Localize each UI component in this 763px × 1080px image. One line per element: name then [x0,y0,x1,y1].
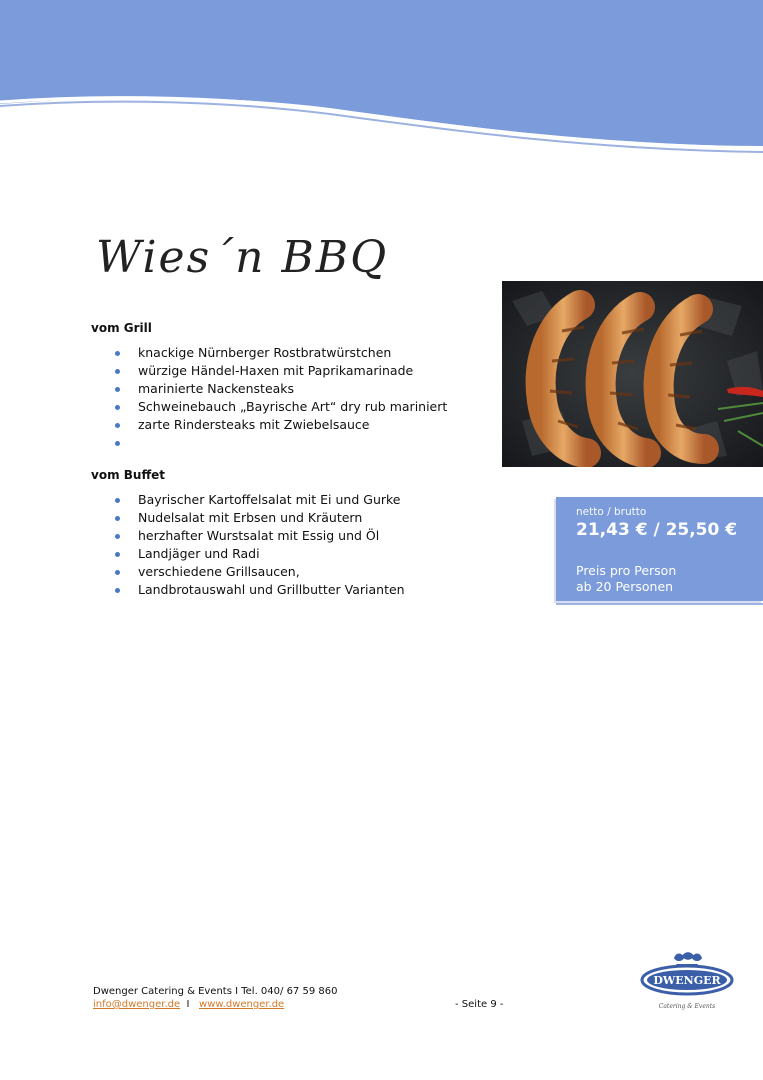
list-item: Landjäger und Radi [112,545,405,563]
bullet-icon [115,405,120,410]
price-minimum-guests: ab 20 Personen [576,579,674,594]
email-link[interactable]: info@dwenger.de [93,999,181,1010]
footer-company: Dwenger Catering & Events I Tel. 040/ 67 59 860 [93,986,338,997]
price-label: netto / brutto [576,506,647,518]
list-item [112,434,447,452]
list-item: Landbrotauswahl und Grillbutter Varianten [112,581,405,599]
section-heading-grill: vom Grill [91,321,152,335]
list-item: zarte Rindersteaks mit Zwiebelsauce [112,416,447,434]
bullet-icon [115,516,120,521]
list-item: knackige Nürnberger Rostbratwürstchen [112,344,447,362]
bullet-icon [115,351,120,356]
page-number: - Seite 9 - [455,999,504,1010]
price-box-underline [556,603,763,605]
price-per-person: Preis pro Person [576,563,677,578]
section-heading-buffet: vom Buffet [91,468,166,482]
header-wave-band [0,0,763,170]
page-title: Wies´n BBQ [96,232,389,283]
bullet-icon [115,534,120,539]
bullet-icon [115,387,120,392]
grill-list [112,344,447,452]
list-item: Schweinebauch „Bayrische Art“ dry rub mariniert [112,398,447,416]
bullet-icon [115,369,120,374]
footer-separator: I [186,999,190,1010]
logo-wordmark: DWENGER [653,974,721,987]
bullet-icon [115,423,120,428]
list-item: würzige Händel-Haxen mit Paprikamarinade [112,362,447,380]
list-item: Nudelsalat mit Erbsen und Kräutern [112,509,405,527]
buffet-list [112,491,405,599]
price-box [556,497,763,601]
dwenger-logo [636,952,736,1014]
bullet-icon [115,441,120,446]
list-item: marinierte Nackensteaks [112,380,447,398]
bullet-icon [115,570,120,575]
bullet-icon [115,588,120,593]
bullet-icon [115,552,120,557]
footer-contact [93,999,284,1010]
list-item: herzhafter Wurstsalat mit Essig und Öl [112,527,405,545]
grilled-sausages-photo [502,281,763,467]
price-value: 21,43 € / 25,50 € [576,520,738,540]
website-link[interactable]: www.dwenger.de [199,999,285,1010]
list-item: Bayrischer Kartoffelsalat mit Ei und Gurke [112,491,405,509]
bullet-icon [115,498,120,503]
list-item: verschiedene Grillsaucen, [112,563,405,581]
logo-tagline: Catering & Events [658,1003,716,1010]
